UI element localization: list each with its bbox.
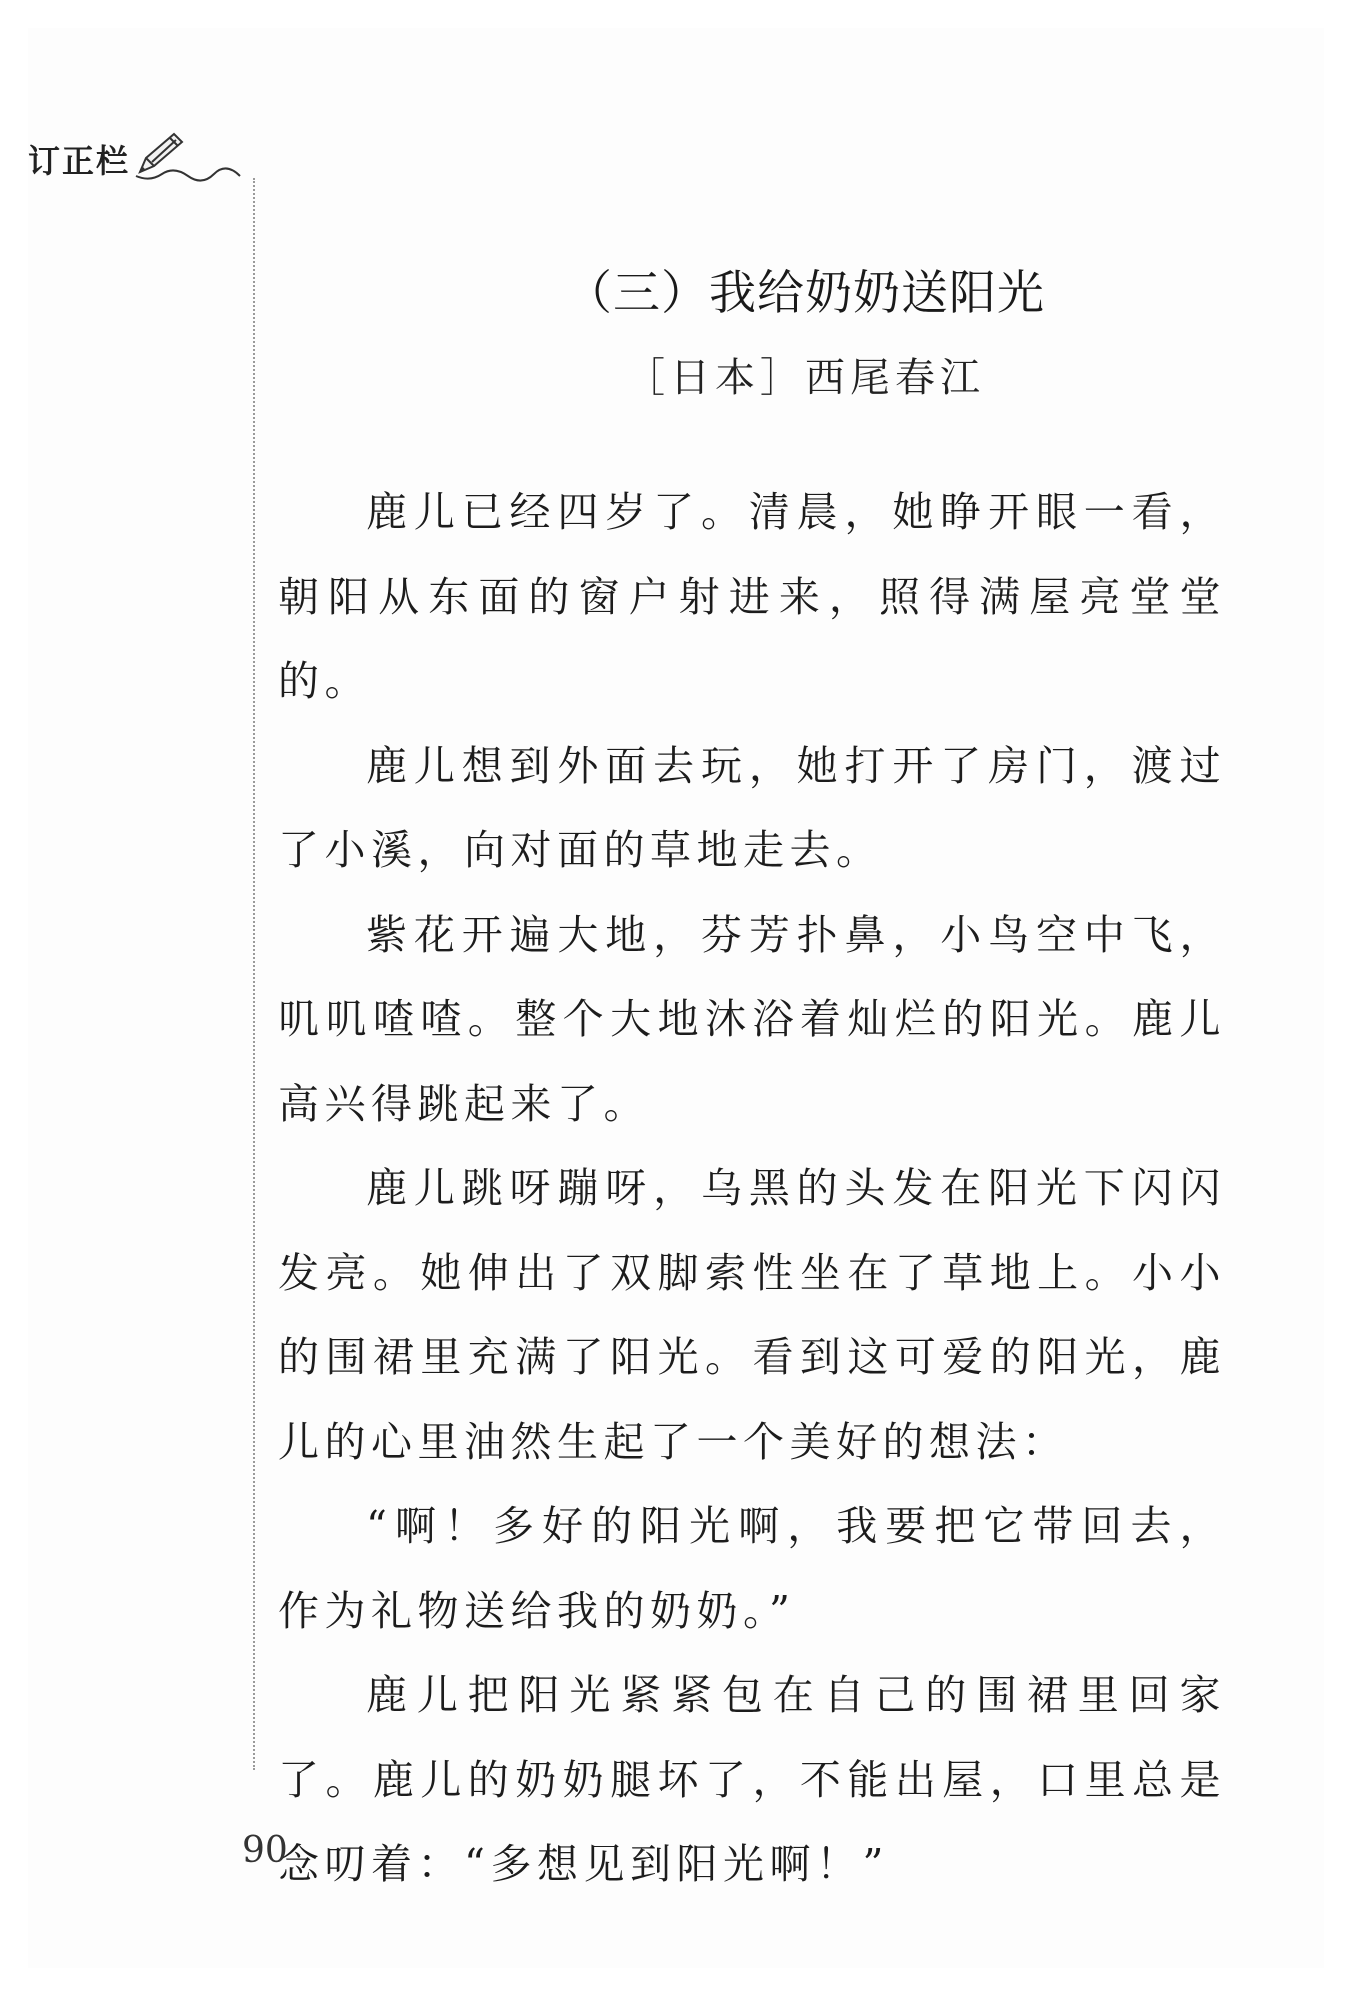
article-author: ［日本］西尾春江 xyxy=(625,355,985,401)
article-title: （三）我给奶奶送阳光 xyxy=(565,266,1045,321)
pencil-icon xyxy=(132,128,242,182)
correction-column-label: 订正栏 xyxy=(28,142,131,180)
paragraph: 鹿儿想到外面去玩，她打开了房门，渡过了小溪，向对面的草地走去。 xyxy=(278,741,1226,874)
paragraph: 鹿儿跳呀蹦呀，乌黑的头发在阳光下闪闪发亮。她伸出了双脚索性坐在了草地上。小小的围裙里充满了阳光。看到这可爱的阳光，鹿儿的心里油然生起了一个美好的想法： xyxy=(278,1164,1226,1466)
paragraph: 鹿儿把阳光紧紧包在自己的围裙里回家了。鹿儿的奶奶腿坏了，不能出屋，口里总是念叨着：“多想见到阳光啊！” xyxy=(278,1671,1226,1888)
correction-column-divider xyxy=(253,178,255,1770)
page-number: 90 xyxy=(242,1830,288,1871)
correction-column-header xyxy=(28,128,242,182)
paragraph: “啊！多好的阳光啊，我要把它带回去，作为礼物送给我的奶奶。” xyxy=(278,1502,1226,1635)
paragraph: 紫花开遍大地，芬芳扑鼻，小鸟空中飞，叽叽喳喳。整个大地沐浴着灿烂的阳光。鹿儿高兴得跳起来了。 xyxy=(278,910,1226,1128)
paragraph: 鹿儿已经四岁了。清晨，她睁开眼一看，朝阳从东面的窗户射进来，照得满屋亮堂堂的。 xyxy=(278,488,1226,705)
article-body xyxy=(278,470,1226,1907)
